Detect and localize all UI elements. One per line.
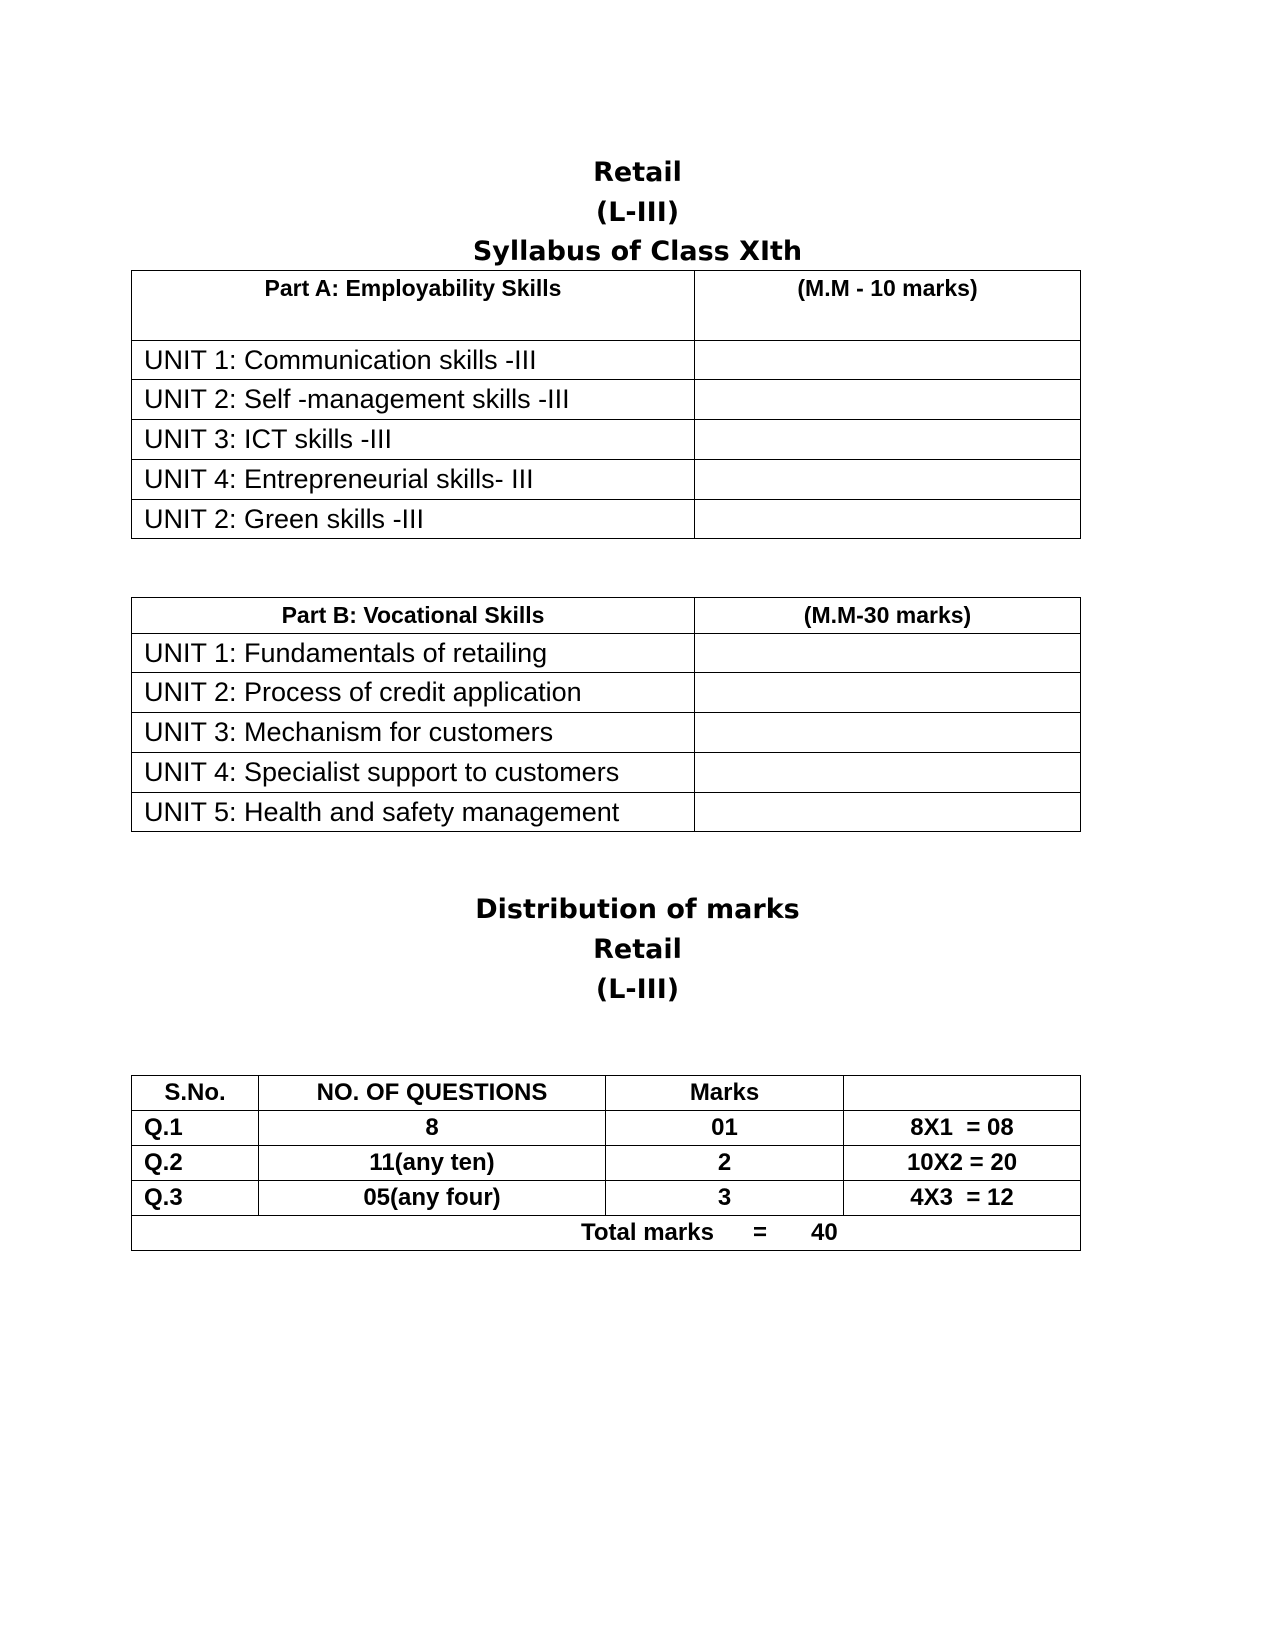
part-b-unit-1: UNIT 1: Fundamentals of retailing [132,634,695,673]
part-a-marks: (M.M - 10 marks) [695,271,1081,341]
table-row [132,634,1081,673]
part-a-marks-cell-4 [695,460,1081,500]
part-b-table [131,597,1081,832]
doc-level: (L-III) [595,197,680,228]
part-b-marks-cell-1 [695,634,1081,673]
table-row [132,793,1081,832]
row-1-questions: 8 [259,1111,606,1146]
table-row [132,341,1081,380]
part-a-unit-5: UNIT 2: Green skills -III [132,500,695,539]
distribution-header-row [132,1076,1081,1111]
table-row [132,753,1081,793]
part-a-unit-3: UNIT 3: ICT skills -III [132,420,695,460]
part-a-marks-cell-2 [695,380,1081,420]
row-3-marks: 3 [606,1181,844,1216]
part-a-unit-2: UNIT 2: Self -management skills -III [132,380,695,420]
row-2-calc: 10X2 = 20 [844,1146,1081,1181]
table-row [132,1146,1081,1181]
total-cell [132,1216,1081,1251]
marks-distribution-table [131,1075,1081,1251]
part-a-marks-cell-3 [695,420,1081,460]
row-1-marks: 01 [606,1111,844,1146]
part-b-header-row [132,598,1081,634]
total-label: Total marks [581,1219,714,1246]
part-b-unit-4: UNIT 4: Specialist support to customers [132,753,695,793]
part-a-unit-4: UNIT 4: Entrepreneurial skills- III [132,460,695,500]
part-a-title: Part A: Employability Skills [132,271,695,341]
distribution-title: Distribution of marks [475,894,800,925]
table-row [132,500,1081,539]
table-row [132,673,1081,713]
row-2-sno: Q.2 [132,1146,259,1181]
distribution-subject: Retail [593,934,682,965]
row-1-calc: 8X1 = 08 [844,1111,1081,1146]
col-header-questions: NO. OF QUESTIONS [259,1076,606,1111]
table-row [132,713,1081,753]
row-2-questions: 11(any ten) [259,1146,606,1181]
part-a-header-row [132,271,1081,341]
row-1-sno: Q.1 [132,1111,259,1146]
distribution-level: (L-III) [595,974,680,1005]
part-a-unit-1: UNIT 1: Communication skills -III [132,341,695,380]
part-b-unit-5: UNIT 5: Health and safety management [132,793,695,832]
part-a-table [131,270,1081,539]
row-3-sno: Q.3 [132,1181,259,1216]
part-b-marks-cell-3 [695,713,1081,753]
row-3-questions: 05(any four) [259,1181,606,1216]
col-header-sno: S.No. [132,1076,259,1111]
total-equals: = [753,1219,768,1246]
table-row [132,420,1081,460]
part-b-marks: (M.M-30 marks) [695,598,1081,634]
col-header-calc [844,1076,1081,1111]
total-row [132,1216,1081,1251]
col-header-marks: Marks [606,1076,844,1111]
doc-title: Retail [593,157,682,188]
table-row [132,1111,1081,1146]
doc-subtitle: Syllabus of Class XIth [472,236,803,267]
table-row [132,380,1081,420]
part-b-marks-cell-4 [695,753,1081,793]
part-b-marks-cell-2 [695,673,1081,713]
part-b-title: Part B: Vocational Skills [132,598,695,634]
total-value: 40 [811,1219,838,1246]
part-b-unit-2: UNIT 2: Process of credit application [132,673,695,713]
part-a-marks-cell-5 [695,500,1081,539]
table-row [132,460,1081,500]
table-row [132,1181,1081,1216]
part-b-unit-3: UNIT 3: Mechanism for customers [132,713,695,753]
part-b-marks-cell-5 [695,793,1081,832]
part-a-marks-cell-1 [695,341,1081,380]
row-2-marks: 2 [606,1146,844,1181]
row-3-calc: 4X3 = 12 [844,1181,1081,1216]
